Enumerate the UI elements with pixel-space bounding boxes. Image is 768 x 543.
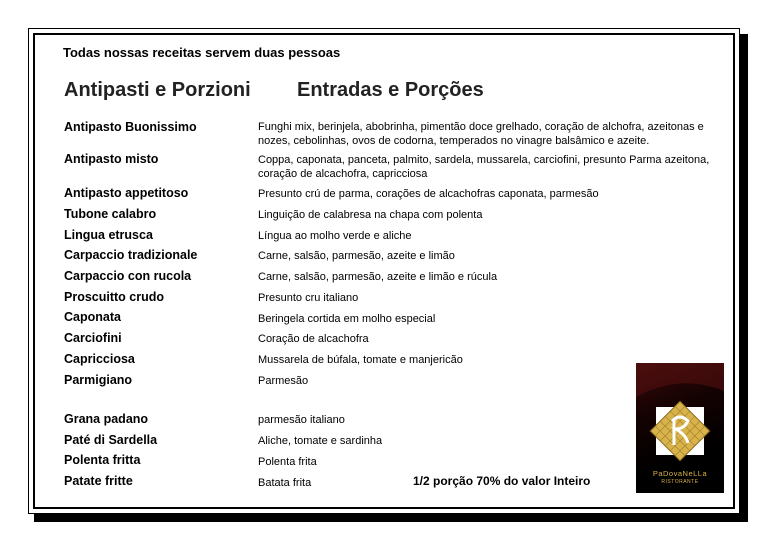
item-name: Paté di Sardella [64, 433, 158, 447]
item-name: Antipasto misto [64, 152, 159, 166]
item-name: Grana padano [64, 412, 149, 426]
item-name: Tubone calabro [64, 207, 157, 221]
item-desc: Batata frita [258, 477, 312, 489]
item-desc: Coppa, caponata, panceta, palmito, sardela, mussarela, carciofini, presunto Parma azeitona, coração de alcachofra, capricciosa [258, 154, 710, 180]
item-desc: Presunto crú de parma, corações de alcachofras caponata, parmesão [258, 188, 599, 200]
item-name: Carpaccio con rucola [64, 269, 192, 283]
item-name: Antipasto Buonissimo [64, 120, 197, 134]
item-desc: Polenta frita [258, 456, 317, 468]
item-name: Caponata [64, 310, 121, 324]
item-desc: Linguição de calabresa na chapa com polenta [258, 209, 483, 221]
item-desc: Beringela cortida em molho especial [258, 313, 436, 325]
logo-name: PaDovaNeLLa [652, 469, 708, 478]
serving-note: Todas nossas receitas servem duas pessoas [63, 45, 341, 60]
item-desc: Mussarela de búfala, tomate e manjericão [258, 354, 463, 366]
item-desc: Parmesão [258, 375, 309, 387]
item-name: Capricciosa [64, 352, 135, 366]
item-name: Carpaccio tradizionale [64, 248, 198, 262]
logo-subtitle: RISTORANTE [661, 479, 699, 485]
restaurant-logo [636, 363, 724, 493]
item-desc: Carne, salsão, parmesão, azeite e limão e rúcula [258, 271, 498, 283]
item-name: Proscuitto crudo [64, 290, 165, 304]
item-name: Carciofini [64, 331, 122, 345]
item-name: Polenta fritta [64, 453, 141, 467]
item-name: Lingua etrusca [64, 228, 153, 242]
item-name: Parmigiano [64, 373, 133, 387]
item-desc: Funghi mix, berinjela, abobrinha, pimentão doce grelhado, coração de alchofra, azeitonas e nozes, cebolinhas, ovos de codorna, temperados no vinagre balsâmico e azeite. [258, 121, 704, 147]
item-desc: Aliche, tomate e sardinha [258, 435, 383, 447]
item-desc: Presunto cru italiano [258, 292, 359, 304]
heading-portuguese: Entradas e Porções [297, 79, 484, 101]
item-name: Antipasto appetitoso [64, 186, 189, 200]
heading-italian: Antipasti e Porzioni [64, 79, 251, 101]
half-portion-note: 1/2 porção 70% do valor Inteiro [413, 474, 591, 488]
item-desc: Carne, salsão, parmesão, azeite e limão [258, 250, 455, 262]
item-name: Patate fritte [64, 474, 133, 488]
item-desc: Coração de alcachofra [258, 333, 369, 345]
item-desc: parmesão italiano [258, 414, 345, 426]
item-desc: Língua ao molho verde e aliche [258, 230, 412, 242]
